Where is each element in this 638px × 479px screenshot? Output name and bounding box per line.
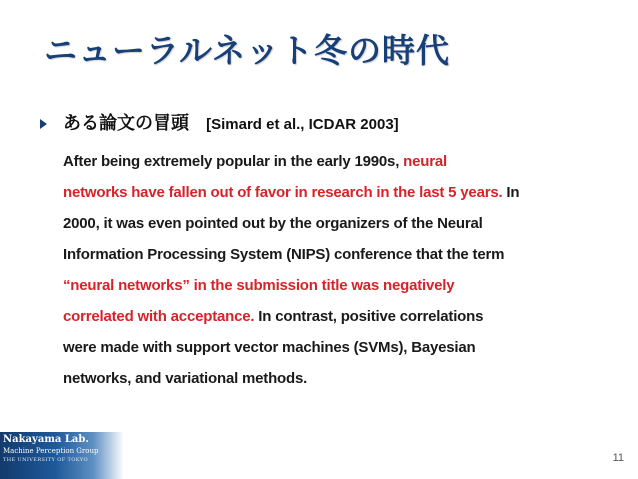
quote-text: After being extremely popular in the early 1990s, xyxy=(63,153,404,170)
quote-line xyxy=(63,239,603,270)
page-number: 11 xyxy=(612,452,624,464)
quote-text: In contrast, positive correlations xyxy=(254,308,484,325)
highlighted-text: correlated with acceptance. xyxy=(63,308,255,325)
quote-line xyxy=(63,270,603,301)
quote-block xyxy=(63,146,603,394)
quote-line xyxy=(63,208,603,239)
quote-text: 2000, it was even pointed out by the organizers of the Neural xyxy=(63,215,483,232)
highlighted-text: “neural networks” in the submission title was negatively xyxy=(63,277,455,294)
lab-logo xyxy=(0,432,124,479)
highlighted-text: neural xyxy=(403,153,447,170)
quote-line xyxy=(63,332,603,363)
logo-lab-subtitle: Machine Perception Group xyxy=(3,447,99,455)
quote-line xyxy=(63,363,603,394)
citation: [Simard et al., ICDAR 2003] xyxy=(206,116,399,133)
highlighted-text: networks have fallen out of favor in research in the last 5 years. xyxy=(63,184,503,201)
logo-university: THE UNIVERSITY OF TOKYO xyxy=(3,457,88,463)
quote-text: Information Processing System (NIPS) conference that the term xyxy=(63,246,505,263)
quote-line xyxy=(63,146,603,177)
bullet-arrow-icon xyxy=(40,119,47,129)
logo-lab-name: Nakayama Lab. xyxy=(3,434,89,445)
quote-line xyxy=(63,301,603,332)
quote-text: were made with support vector machines (SVMs), Bayesian xyxy=(63,339,476,356)
quote-text: networks, and variational methods. xyxy=(63,370,308,387)
quote-text: In xyxy=(502,184,520,201)
quote-line xyxy=(63,177,603,208)
bullet-heading xyxy=(63,113,399,136)
heading-japanese: ある論文の冒頭 xyxy=(63,113,189,134)
slide-title: ニューラルネット冬の時代 xyxy=(44,31,451,70)
